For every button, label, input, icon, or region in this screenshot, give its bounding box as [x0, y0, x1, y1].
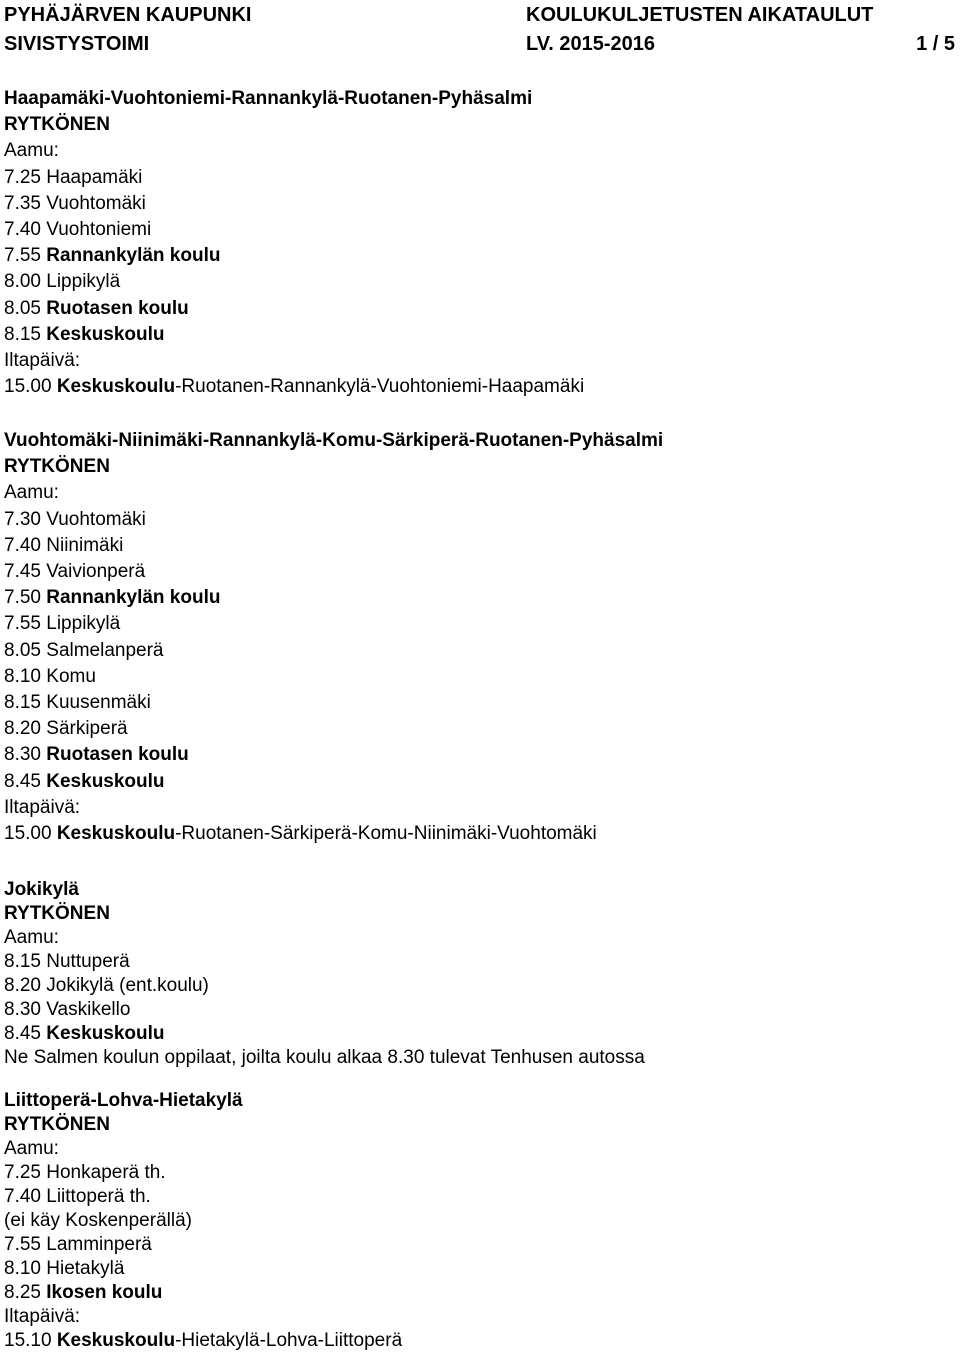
- return-time: 15.00: [4, 823, 52, 845]
- stop-time: 7.25: [4, 166, 41, 188]
- page-number: 1 / 5: [916, 33, 955, 55]
- stop-time: 7.45: [4, 561, 41, 583]
- afternoon-label: Iltapäivä:: [4, 1306, 81, 1327]
- route-note: Ne Salmen koulun oppilaat, joilta koulu alkaa 8.30 tulevat Tenhusen autossa: [4, 1047, 645, 1068]
- stop-place: Nuttuperä: [46, 951, 130, 972]
- return-route: -Ruotanen-Särkiperä-Komu-Niinimäki-Vuohtomäki: [175, 823, 597, 845]
- stop-row: [4, 1257, 944, 1281]
- stop-time: 8.00: [4, 271, 41, 293]
- stop-row: [4, 716, 944, 742]
- stop-place: Vuohtomäki: [46, 508, 146, 530]
- stop-time: 8.10: [4, 1258, 41, 1279]
- return-school: Keskuskoulu: [56, 376, 176, 398]
- school-stop: Keskuskoulu: [46, 1023, 165, 1044]
- department-name: SIVISTYSTOIMI: [4, 33, 150, 55]
- stop-time: 7.55: [4, 613, 41, 635]
- stop-place: Salmelanperä: [46, 639, 164, 661]
- stop-time: 7.55: [4, 245, 41, 267]
- stop-time: 8.30: [4, 744, 41, 766]
- document-title: KOULUKULJETUSTEN AIKATAULUT: [526, 4, 874, 26]
- school-stop: Ruotasen koulu: [46, 297, 189, 319]
- stop-place: Kuusenmäki: [46, 692, 151, 714]
- return-row: [4, 1329, 944, 1353]
- return-time: 15.10: [4, 1330, 52, 1351]
- stop-time: 8.05: [4, 297, 41, 319]
- page-header: [0, 0, 960, 62]
- morning-label: Aamu:: [4, 1138, 59, 1159]
- stop-time: 8.20: [4, 975, 41, 996]
- stop-row: [4, 1185, 944, 1209]
- stop-time: 8.15: [4, 323, 41, 345]
- stop-place: Vaskikello: [46, 999, 131, 1020]
- school-stop: Ruotasen koulu: [46, 744, 189, 766]
- return-school: Keskuskoulu: [56, 1330, 176, 1351]
- route-operator: RYTKÖNEN: [4, 1114, 110, 1135]
- stop-time: 8.20: [4, 718, 41, 740]
- stop-time: 8.25: [4, 1282, 41, 1303]
- school-stop: Keskuskoulu: [46, 770, 165, 792]
- stop-row: [4, 191, 944, 217]
- stop-place: Honkaperä th.: [46, 1162, 166, 1183]
- stop-row: [4, 690, 944, 716]
- stop-row: [4, 217, 944, 243]
- stop-place: Haapamäki: [46, 166, 143, 188]
- city-name: PYHÄJÄRVEN KAUPUNKI: [4, 4, 252, 26]
- stop-place: Liittoperä th.: [46, 1186, 151, 1207]
- stop-time: 7.40: [4, 1186, 41, 1207]
- school-stop: Rannankylän koulu: [46, 245, 221, 267]
- stop-time: 7.30: [4, 508, 41, 530]
- stop-row: [4, 243, 944, 269]
- stop-row: [4, 950, 944, 974]
- stop-row: [4, 322, 944, 348]
- stop-place: Lippikylä: [46, 613, 121, 635]
- route-title: Liittoperä-Lohva-Hietakylä: [4, 1090, 243, 1111]
- stop-time: 8.10: [4, 665, 41, 687]
- stop-time: 8.05: [4, 639, 41, 661]
- route-section: [4, 1089, 944, 1353]
- route-section: [4, 428, 944, 847]
- stop-time: 8.15: [4, 951, 41, 972]
- stop-place: Niinimäki: [46, 534, 124, 556]
- stop-place: Lippikylä: [46, 271, 121, 293]
- school-stop: Rannankylän koulu: [46, 587, 221, 609]
- stop-row: [4, 1022, 944, 1046]
- school-year: LV. 2015-2016: [526, 33, 655, 55]
- stop-place: Vaivionperä: [46, 561, 146, 583]
- stop-time: 7.50: [4, 587, 41, 609]
- route-operator: RYTKÖNEN: [4, 456, 110, 478]
- stop-time: 7.40: [4, 534, 41, 556]
- stop-row: [4, 769, 944, 795]
- stop-row: [4, 1281, 944, 1305]
- stop-time: 7.25: [4, 1162, 41, 1183]
- return-school: Keskuskoulu: [56, 823, 176, 845]
- stop-row: [4, 165, 944, 191]
- school-stop: Keskuskoulu: [46, 323, 165, 345]
- route-section: [4, 86, 944, 400]
- stop-place: Vuohtoniemi: [46, 219, 152, 241]
- stop-row: [4, 296, 944, 322]
- stop-place: Hietakylä: [46, 1258, 125, 1279]
- return-row: [4, 821, 944, 847]
- stop-row: [4, 507, 944, 533]
- stop-row: [4, 1233, 944, 1257]
- route-section: [4, 878, 944, 1070]
- route-operator: RYTKÖNEN: [4, 903, 110, 924]
- stop-row: [4, 559, 944, 585]
- morning-label: Aamu:: [4, 482, 59, 504]
- morning-label: Aamu:: [4, 140, 59, 162]
- stop-time: 7.40: [4, 219, 41, 241]
- return-time: 15.00: [4, 376, 52, 398]
- route-operator: RYTKÖNEN: [4, 114, 110, 136]
- route-title: Vuohtomäki-Niinimäki-Rannankylä-Komu-Särkiperä-Ruotanen-Pyhäsalmi: [4, 430, 664, 451]
- stop-row: [4, 585, 944, 611]
- stop-time: 8.30: [4, 999, 41, 1020]
- stop-time: 8.15: [4, 692, 41, 714]
- stop-place: Komu: [46, 665, 96, 687]
- route-title: Jokikylä: [4, 879, 79, 900]
- afternoon-label: Iltapäivä:: [4, 350, 81, 372]
- stop-row: [4, 742, 944, 768]
- stop-row: [4, 664, 944, 690]
- stop-row: [4, 533, 944, 559]
- stop-row: [4, 998, 944, 1022]
- morning-label: Aamu:: [4, 927, 59, 948]
- stop-time: 8.45: [4, 770, 41, 792]
- stop-row: [4, 638, 944, 664]
- afternoon-label: Iltapäivä:: [4, 796, 81, 818]
- return-route: -Ruotanen-Rannankylä-Vuohtoniemi-Haapamäki: [175, 376, 585, 398]
- stop-place: Lamminperä: [46, 1234, 152, 1255]
- stop-time: 7.35: [4, 192, 41, 214]
- stop-row: [4, 611, 944, 637]
- return-row: [4, 374, 944, 400]
- route-title: Haapamäki-Vuohtoniemi-Rannankylä-Ruotanen-Pyhäsalmi: [4, 88, 533, 109]
- stop-place: Särkiperä: [46, 718, 128, 740]
- stop-place: Jokikylä (ent.koulu): [46, 975, 209, 996]
- stop-row: [4, 1161, 944, 1185]
- stop-row: [4, 269, 944, 295]
- stop-place: Vuohtomäki: [46, 192, 146, 214]
- stop-time: 8.45: [4, 1023, 41, 1044]
- stop-note: (ei käy Koskenperällä): [4, 1210, 192, 1231]
- stop-row: [4, 974, 944, 998]
- school-stop: Ikosen koulu: [46, 1282, 163, 1303]
- stop-time: 7.55: [4, 1234, 41, 1255]
- return-route: -Hietakylä-Lohva-Liittoperä: [175, 1330, 403, 1351]
